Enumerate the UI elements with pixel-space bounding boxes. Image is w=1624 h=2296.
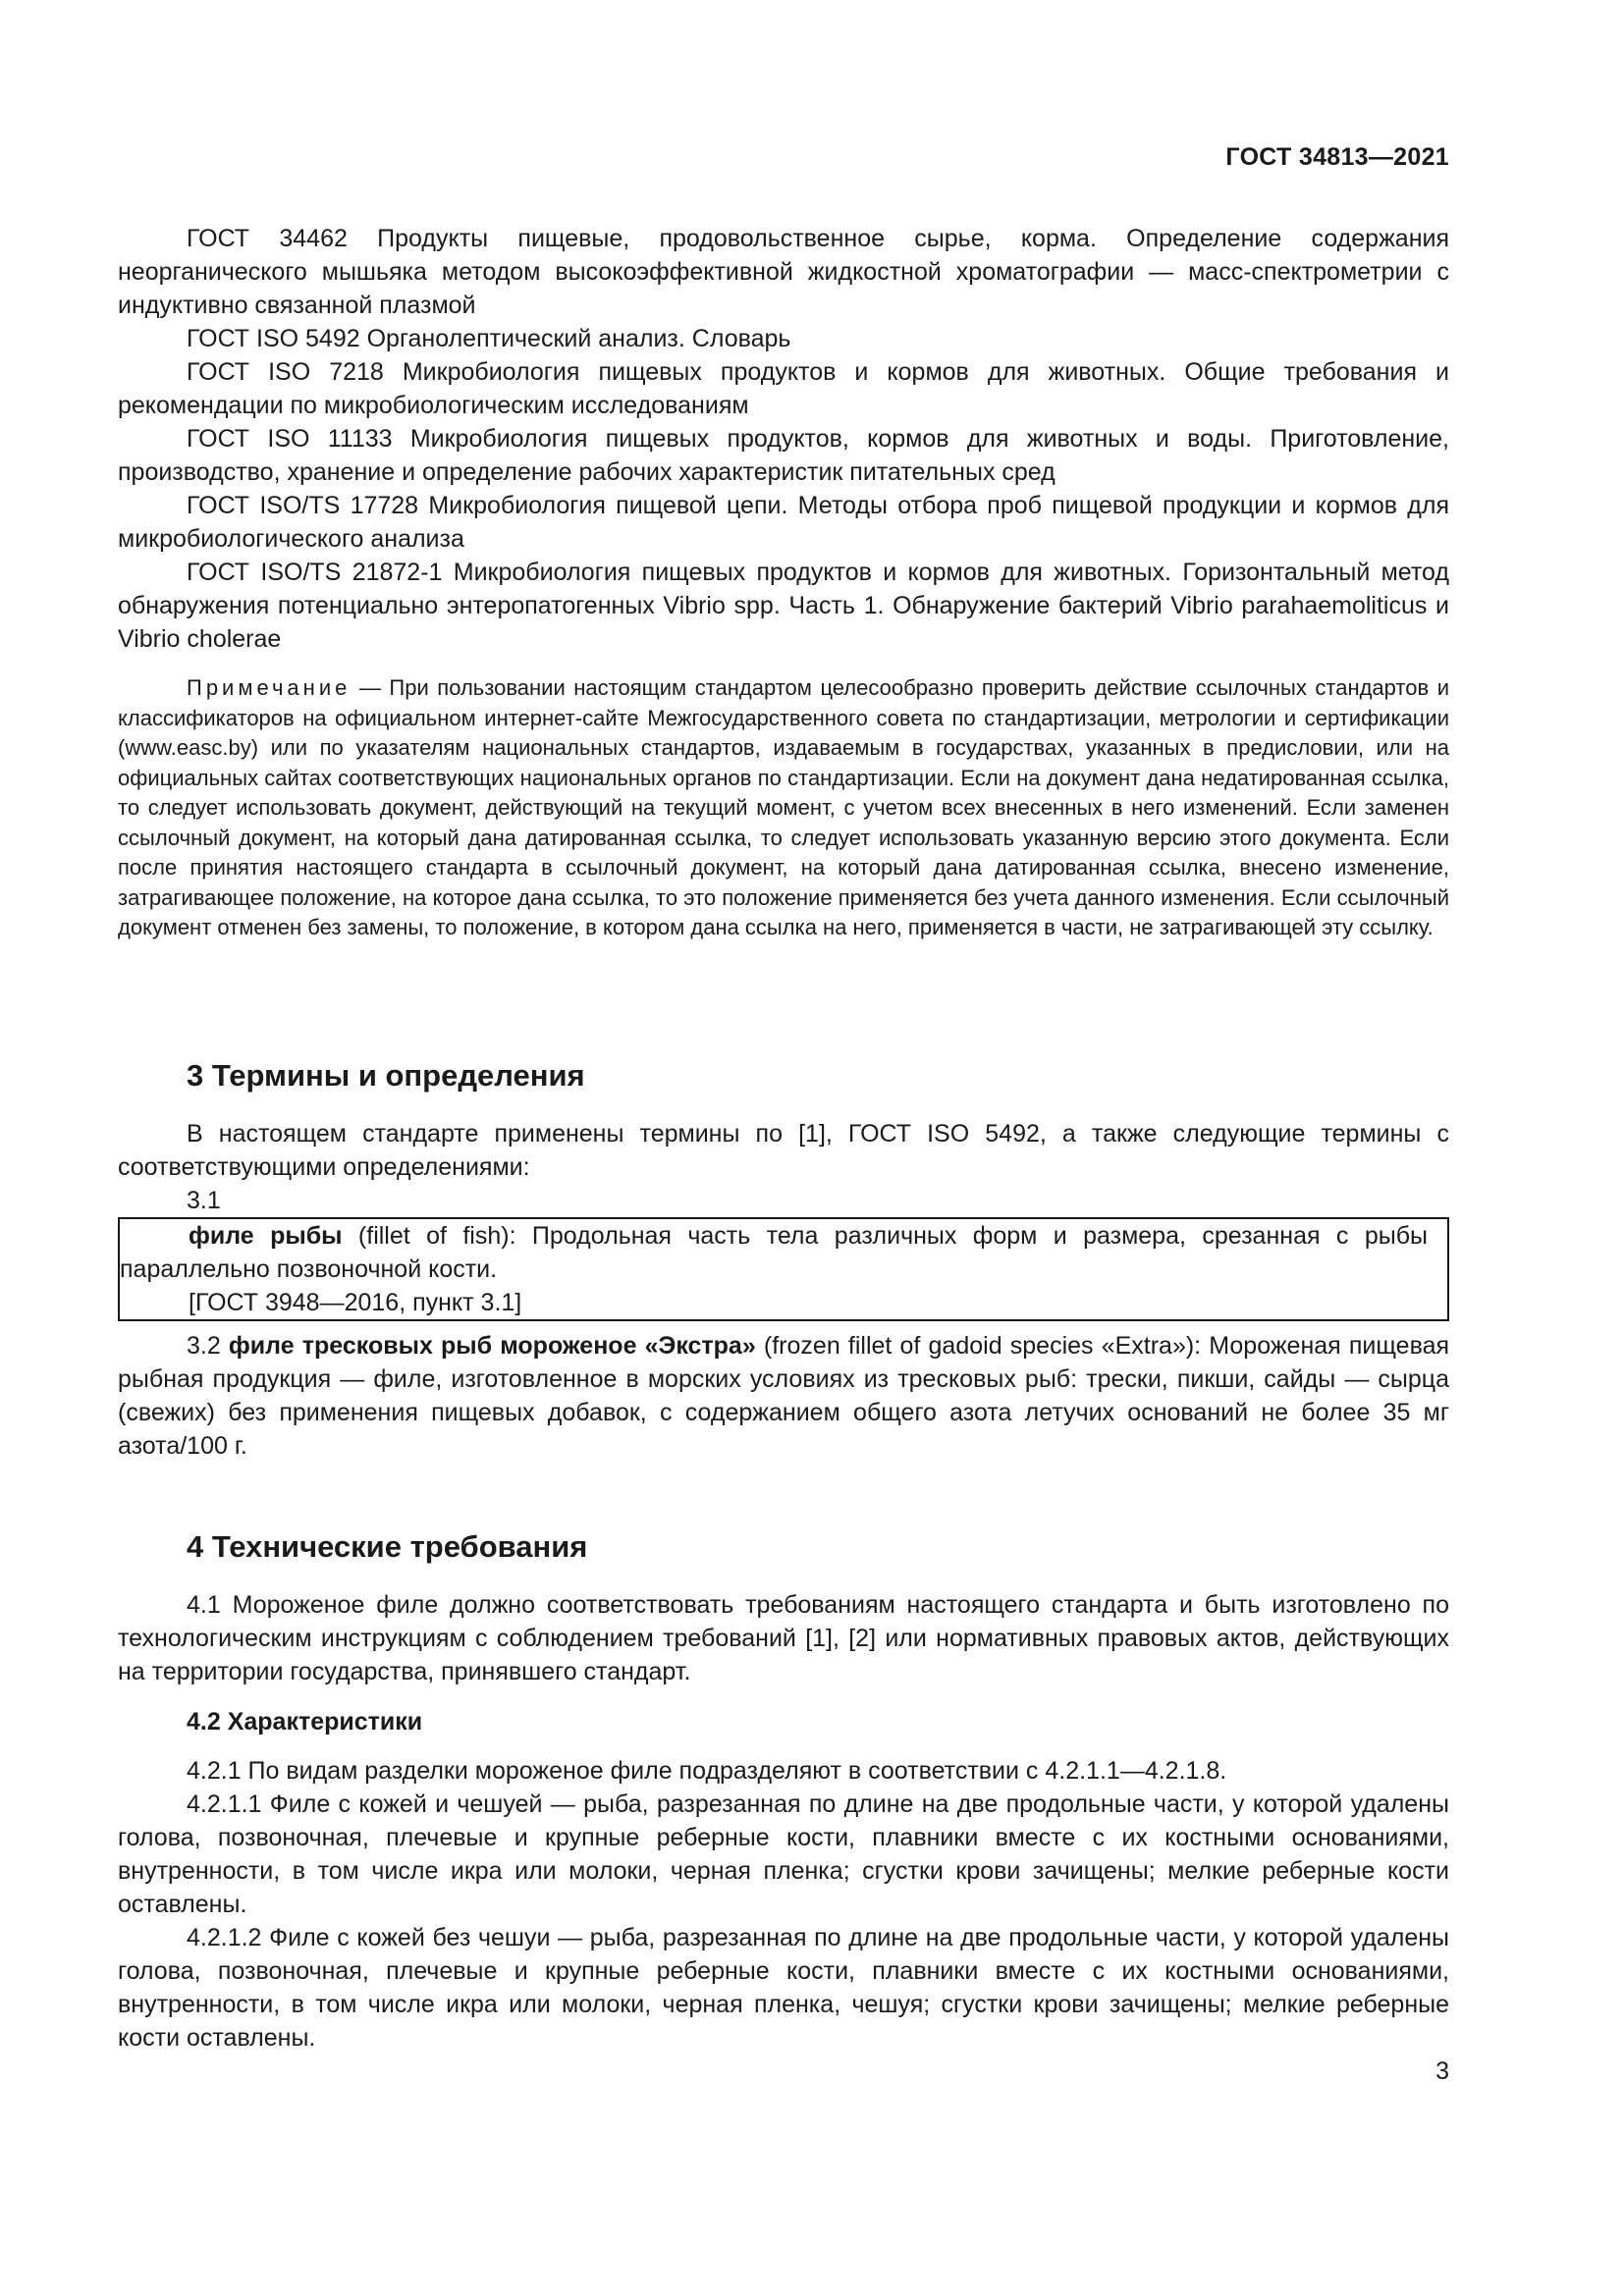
note-block [118, 673, 1449, 943]
term-3-1-definition [120, 1219, 1428, 1286]
term-3-2-text: (frozen fillet of gadoid species «Extra»): Мороженая пищевая рыбная продукция — филе, изготовленное в морских условиях из тресковых рыб: трески, пикши, сайды — сырца (свежих) без применения пищевых добавок, с содержанием общего азота летучих оснований не более 35 мг азота/100 г. [118, 1332, 1450, 1460]
reference-item: ГОСТ 34462 Продукты пищевые, продовольственное сырье, корма. Определение содержания неорганического мышьяка методом высокоэффективной жидкостной хроматографии — масс-спектрометрии с индуктивно связанной плазмой [118, 225, 1449, 319]
reference-item: ГОСТ ISO 5492 Органолептический анализ. Словарь [187, 325, 791, 352]
normative-references-list [118, 222, 1449, 656]
note-label: Примечание [187, 675, 352, 700]
note-paragraph [118, 673, 1449, 943]
term-3-2-term: филе тресковых рыб мороженое «Экстра» [228, 1332, 756, 1360]
clause-4-1: 4.1 Мороженое филе должно соответствовать требованиям настоящего стандарта и быть изготовлено по технологическим инструкциям с соблюдением требований [1], [2] или нормативных правовых актов, действующих на территории государства, принявшего стандарт. [118, 1591, 1449, 1685]
section-3-body [118, 1117, 1449, 1463]
page-number: 3 [1435, 2057, 1449, 2085]
clause-4-2-1-1: 4.2.1.1 Филе с кожей и чешуей — рыба, разрезанная по длине на две продольные части, у которой удалены голова, позвоночная, плечевые и крупные реберные кости, плавники вместе с их костными основаниями, внутренности, в том числе икра или молоки, черная пленка; сгустки крови зачищены; мелкие реберные кости оставлены. [118, 1790, 1449, 1918]
reference-item: ГОСТ ISO/TS 17728 Микробиология пищевой цепи. Методы отбора проб пищевой продукции и кормов для микробиологического анализа [118, 492, 1449, 553]
reference-item: ГОСТ ISO 11133 Микробиология пищевых продуктов, кормов для животных и воды. Приготовление, производство, хранение и определение рабочих характеристик питательных сред [118, 425, 1449, 486]
document-page [118, 0, 1449, 2296]
clause-4-2-1: 4.2.1 По видам разделки мороженое филе подразделяют в соответствии с 4.2.1.1—4.2.1.8. [187, 1757, 1227, 1785]
term-3-2-number: 3.2 [187, 1332, 229, 1360]
term-3-1-source: [ГОСТ 3948—2016, пункт 3.1] [189, 1289, 522, 1316]
term-3-1-box [118, 1217, 1449, 1321]
section-4-body [118, 1588, 1449, 2055]
section-4-title: 4 Технические требования [187, 1529, 588, 1564]
section-3-intro: В настоящем стандарте применены термины по [1], ГОСТ ISO 5492, а также следующие термины с соответствующими определениями: [118, 1120, 1449, 1181]
reference-item: ГОСТ ISO/TS 21872-1 Микробиология пищевых продуктов и кормов для животных. Горизонтальный метод обнаружения потенциально энтеропатогенных Vibrio spp. Часть 1. Обнаружение бактерий Vibrio parahaemoliticus и Vibrio cholerae [118, 559, 1449, 653]
section-3-title: 3 Термины и определения [187, 1058, 585, 1093]
note-text: — При пользовании настоящим стандартом целесообразно проверить действие ссылочных стандартов и классификаторов на официальном интернет-сайте Межгосударственного совета по стандартизации, метрологии и сертификации (www.easc.by) или по указателям национальных стандартов, издаваемым в государствах, указанных в предисловии, или на официальных сайтах соответствующих национальных органов по стандартизации. Если на документ дана недатированная ссылка, то следует использовать документ, действующий на текущий момент, с учетом всех внесенных в него изменений. Если заменен ссылочный документ, на который дана датированная ссылка, то следует использовать указанную версию этого документа. Если после принятия настоящего стандарта в ссылочный документ, на который дана датированная ссылка, внесено изменение, затрагивающее положение, на которое дана ссылка, то это положение применяется без учета данного изменения. Если ссылочный документ отменен без замены, то положение, в котором дана ссылка на него, применяется в части, не затрагивающей эту ссылку. [118, 675, 1449, 939]
clause-4-2-1-2: 4.2.1.2 Филе с кожей без чешуи — рыба, разрезанная по длине на две продольные части, у которой удалены голова, позвоночная, плечевые и крупные реберные кости, плавники вместе с их костными основаниями, внутренности, в том числе икра или молоки, черная пленка, чешуя; сгустки крови зачищены; мелкие реберные кости оставлены. [118, 1924, 1449, 2052]
term-3-1-term: филе рыбы [189, 1222, 343, 1250]
document-number-header: ГОСТ 34813—2021 [1225, 143, 1449, 171]
subsection-4-2-title: 4.2 Характеристики [187, 1708, 423, 1735]
reference-item: ГОСТ ISO 7218 Микробиология пищевых продуктов и кормов для животных. Общие требования и рекомендации по микробиологическим исследованиям [118, 358, 1449, 419]
term-3-1-text: (fillet of fish): Продольная часть тела различных форм и размера, срезанная с рыбы параллельно позвоночной кости. [120, 1222, 1428, 1283]
term-3-2-definition [118, 1329, 1449, 1463]
term-3-1-number: 3.1 [187, 1187, 221, 1214]
